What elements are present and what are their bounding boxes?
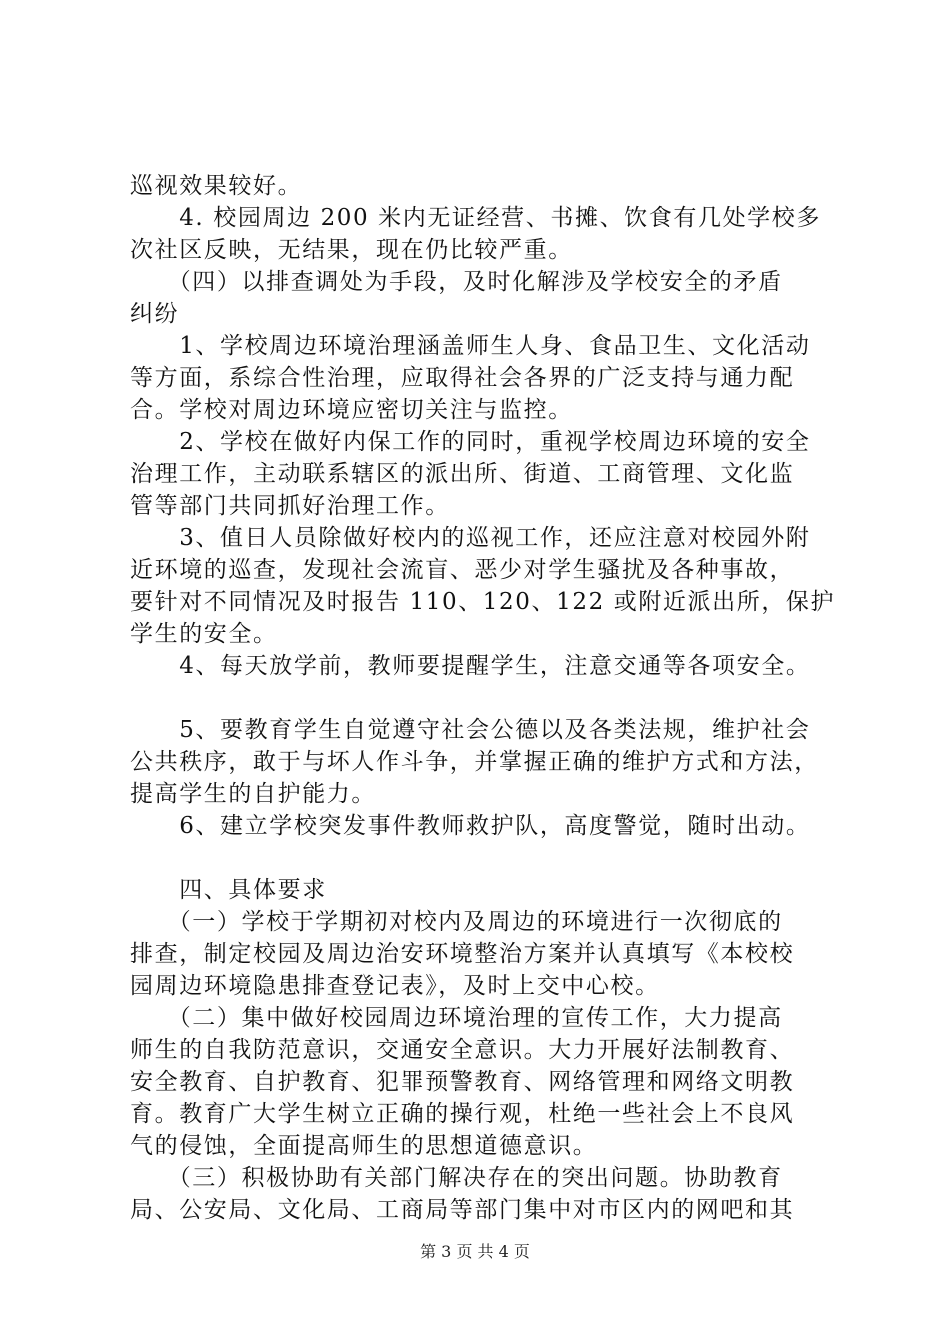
text-line: 治理工作，主动联系辖区的派出所、街道、工商管理、文化监 — [130, 461, 795, 487]
text-line: 等方面，系综合性治理，应取得社会各界的广泛支持与通力配 — [130, 365, 795, 391]
text-line: 次社区反映，无结果，现在仍比较严重。 — [130, 237, 573, 263]
text-line: 要针对不同情况及时报告 110、120、122 或附近派出所，保护 — [130, 589, 836, 615]
text-line: 纠纷 — [130, 301, 180, 327]
text-line: 2、学校在做好内保工作的同时，重视学校周边环境的安全 — [130, 429, 811, 455]
text-line: 师生的自我防范意识，交通安全意识。大力开展好法制教育、 — [130, 1037, 795, 1063]
text-line: 气的侵蚀，全面提高师生的思想道德意识。 — [130, 1133, 598, 1159]
text-line: 1、学校周边环境治理涵盖师生人身、食品卫生、文化活动 — [130, 333, 811, 359]
text-line: （四）以排查调处为手段，及时化解涉及学校安全的矛盾 — [130, 269, 783, 295]
text-line: 6、建立学校突发事件教师救护队，高度警觉，随时出动。 — [130, 813, 811, 839]
text-line: （二）集中做好校园周边环境治理的宣传工作，大力提高 — [130, 1005, 783, 1031]
text-line: 园周边环境隐患排查登记表》，及时上交中心校。 — [130, 973, 660, 999]
text-line: 3、值日人员除做好校内的巡视工作，还应注意对校园外附 — [130, 525, 811, 551]
text-line: 排查，制定校园及周边治安环境整治方案并认真填写《本校校 — [130, 941, 795, 967]
page-number-footer: 第 3 页 共 4 页 — [420, 1242, 530, 1261]
blank-line — [130, 682, 832, 714]
text-line: 4、每天放学前，教师要提醒学生，注意交通等各项安全。 — [130, 653, 811, 679]
document-body — [130, 170, 836, 1226]
text-line: 公共秩序，敢于与坏人作斗争，并掌握正确的维护方式和方法， — [130, 749, 819, 775]
text-line: 育。教育广大学生树立正确的操行观，杜绝一些社会上不良风 — [130, 1101, 795, 1127]
text-line: 近环境的巡查，发现社会流盲、恶少对学生骚扰及各种事故， — [130, 557, 795, 583]
text-line: （三）积极协助有关部门解决存在的突出问题。协助教育 — [130, 1165, 783, 1191]
text-line: 学生的安全。 — [130, 621, 278, 647]
blank-line — [130, 842, 832, 874]
text-line: 巡视效果较好。 — [130, 173, 303, 199]
text-line: （一）学校于学期初对校内及周边的环境进行一次彻底的 — [130, 909, 783, 935]
text-line: 4. 校园周边 200 米内无证经营、书摊、饮食有几处学校多 — [130, 205, 821, 231]
text-line: 合。学校对周边环境应密切关注与监控。 — [130, 397, 573, 423]
section-heading: 四、具体要求 — [130, 877, 327, 903]
text-line: 提高学生的自护能力。 — [130, 781, 376, 807]
text-line: 管等部门共同抓好治理工作。 — [130, 493, 450, 519]
text-line: 局、公安局、文化局、工商局等部门集中对市区内的网吧和其 — [130, 1197, 795, 1223]
text-line: 5、要教育学生自觉遵守社会公德以及各类法规，维护社会 — [130, 717, 811, 743]
text-line: 安全教育、自护教育、犯罪预警教育、网络管理和网络文明教 — [130, 1069, 795, 1095]
